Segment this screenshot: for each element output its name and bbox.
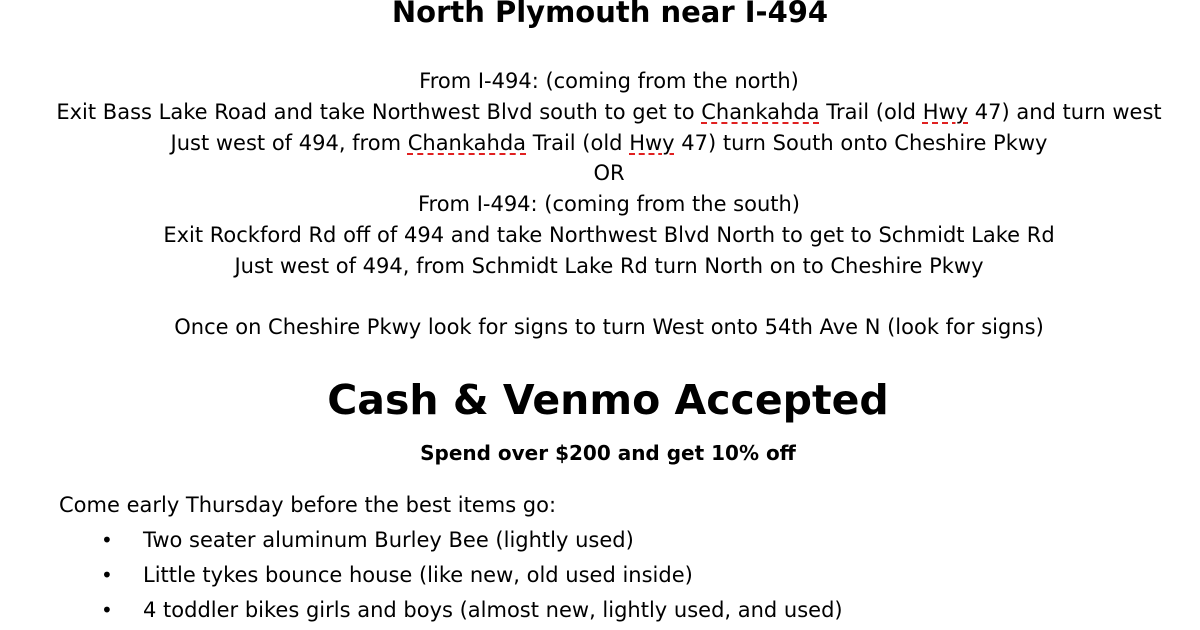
- page-title: North Plymouth near I-494: [391, 0, 829, 29]
- misspelled-word[interactable]: Chankahda: [407, 131, 527, 155]
- north-directions-line-1: [0, 97, 1200, 127]
- misspelled-word[interactable]: Hwy: [922, 100, 969, 124]
- list-item: [100, 558, 843, 593]
- text-run: 47) and turn west: [968, 100, 1162, 124]
- text-run: Trail (old: [819, 100, 923, 124]
- final-directions: Once on Cheshire Pkwy look for signs to turn West onto 54th Ave N (look for signs): [174, 315, 1044, 339]
- north-heading: From I-494: (coming from the north): [419, 69, 799, 93]
- south-heading: From I-494: (coming from the south): [417, 192, 801, 216]
- payment-heading: Cash & Venmo Accepted: [327, 376, 889, 424]
- bullet-icon: •: [101, 528, 113, 552]
- items-list: [100, 523, 843, 628]
- list-item-text: 4 toddler bikes girls and boys (almost new, lightly used, and used): [143, 598, 843, 622]
- south-directions-line-2: Just west of 494, from Schmidt Lake Rd turn North on to Cheshire Pkwy: [234, 254, 984, 278]
- text-run: 47) turn South onto Cheshire Pkwy: [674, 131, 1048, 155]
- list-item: [100, 523, 843, 558]
- south-directions-line-1: Exit Rockford Rd off of 494 and take Northwest Blvd North to get to Schmidt Lake Rd: [163, 223, 1055, 247]
- north-directions-line-2: [0, 128, 1200, 158]
- bullet-icon: •: [101, 563, 113, 587]
- or-separator: OR: [593, 161, 625, 185]
- list-item-text: Little tykes bounce house (like new, old used inside): [143, 563, 693, 587]
- misspelled-word[interactable]: Chankahda: [701, 100, 820, 124]
- items-intro: Come early Thursday before the best items go:: [59, 493, 557, 517]
- list-item: [100, 593, 843, 628]
- list-item-text: Two seater aluminum Burley Bee (lightly used): [143, 528, 634, 552]
- discount-promo: Spend over $200 and get 10% off: [420, 441, 796, 465]
- bullet-icon: •: [101, 598, 113, 622]
- text-run: Just west of 494, from: [170, 131, 408, 155]
- text-run: Exit Bass Lake Road and take Northwest Blvd south to get to: [56, 100, 702, 124]
- text-run: Trail (old: [526, 131, 630, 155]
- misspelled-word[interactable]: Hwy: [629, 131, 675, 155]
